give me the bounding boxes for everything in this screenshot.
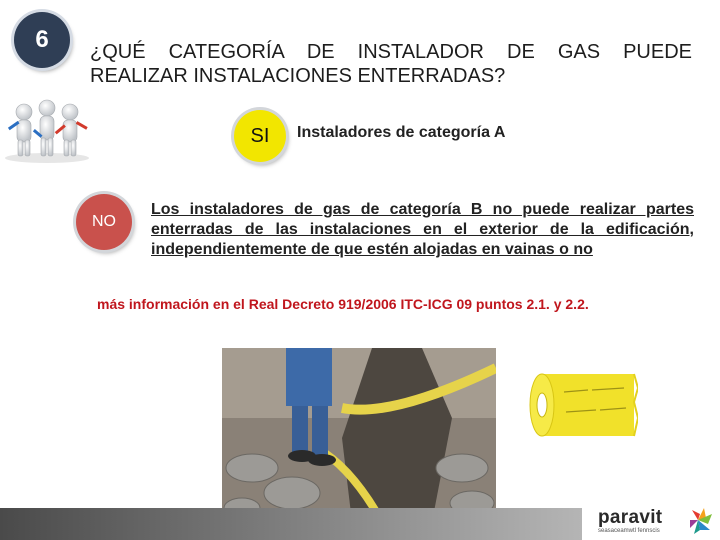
yes-badge-label: SI xyxy=(250,124,270,147)
footer-bar xyxy=(0,508,582,540)
paravit-logo-text: paravit xyxy=(598,507,663,528)
yes-badge xyxy=(234,110,286,162)
title-line-2: REALIZAR INSTALACIONES ENTERRADAS? xyxy=(90,65,506,87)
paravit-logo-tagline: seasaceamwtl fennscis xyxy=(598,528,660,534)
yellow-warning-tape-roll xyxy=(526,368,638,440)
installer-figures-illustration xyxy=(2,98,92,164)
no-answer-text: Los instaladores de gas de categoría B no puede realizar partes enterradas de las instalaciones en el exterior de la edificación, independientemente de que estén alojadas en vainas o no xyxy=(151,201,694,258)
title-line-1: ¿QUÉ CATEGORÍA DE INSTALADOR DE GAS PUEDE xyxy=(90,41,692,63)
slide-number-badge xyxy=(14,12,70,68)
no-badge xyxy=(76,194,132,250)
no-badge-label: NO xyxy=(92,213,116,230)
yes-answer-text: Instaladores de categoría A xyxy=(297,124,506,141)
slide-number: 6 xyxy=(35,26,49,53)
more-info-reference: más información en el Real Decreto 919/2006 ITC-ICG 09 puntos 2.1. y 2.2. xyxy=(97,296,589,312)
trench-gas-pipe-photo xyxy=(222,348,496,522)
slide-title xyxy=(90,40,692,88)
